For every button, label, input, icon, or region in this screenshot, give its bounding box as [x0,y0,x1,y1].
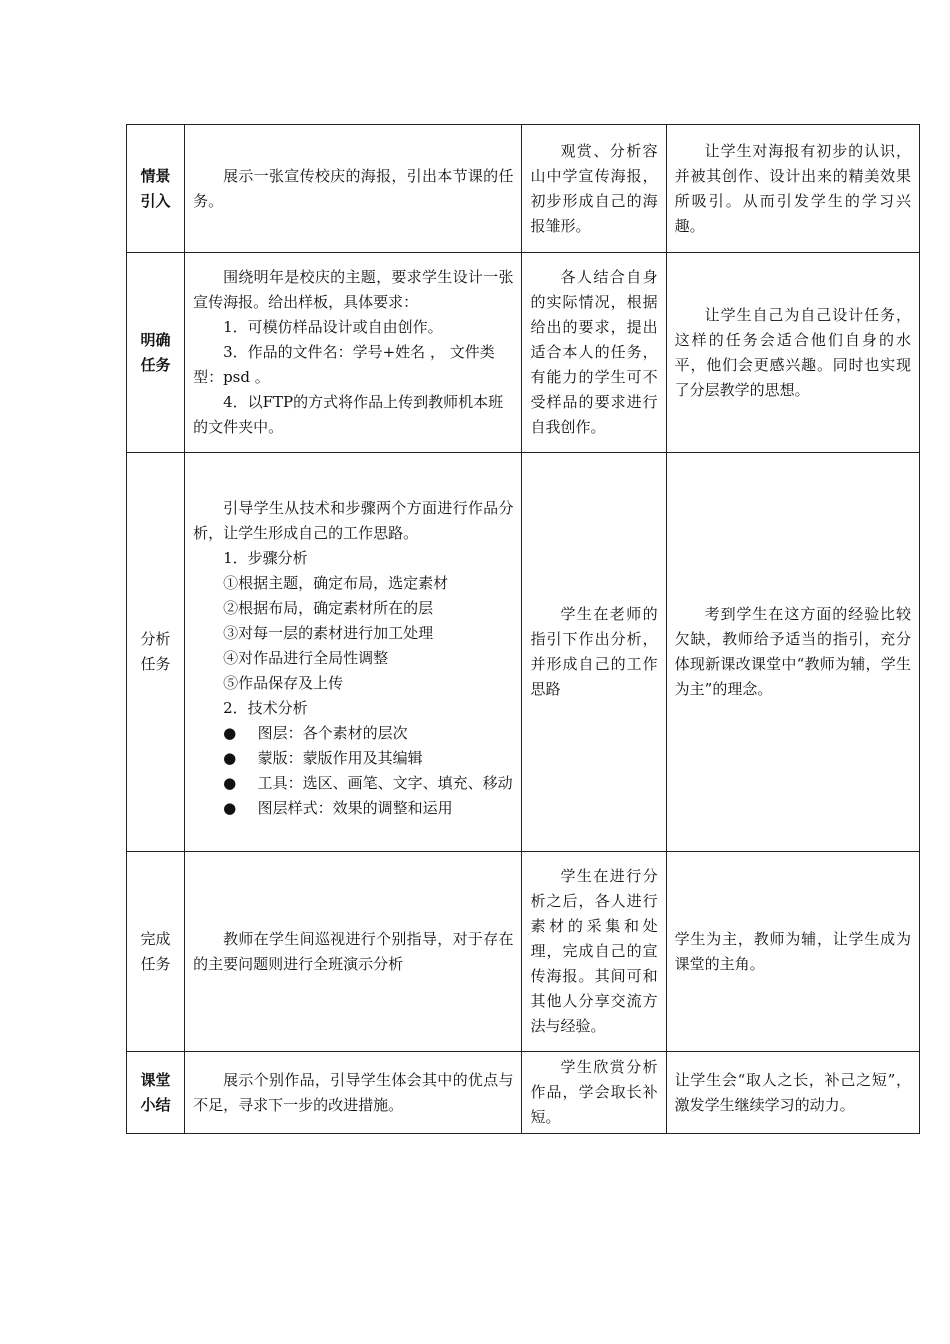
teacher-activity-cell [185,125,522,253]
table-row [127,453,920,852]
tech-item: ● 工具：选区、画笔、文字、填充、移动 [193,771,513,796]
tech-item: ● 图层：各个素材的层次 [193,721,513,746]
stage-label: 完成 [140,929,171,948]
design-intent-cell [666,453,919,852]
requirement-item: 3．作品的文件名：学号+姓名 ， 文件类型：psd 。 [193,343,495,386]
teacher-text: 教师在学生间巡视进行个别指导，对于存在的主要问题则进行全班演示分析 [193,929,514,973]
design-intent-cell [666,1052,919,1134]
stage-label: 小结 [140,1095,171,1114]
student-text: 学生欣赏分析作品，学会取长补短。 [530,1058,658,1126]
student-activity-cell [522,852,666,1052]
teacher-text: 展示一张宣传校庆的海报，引出本节课的任务。 [193,166,514,210]
student-activity-cell [522,453,666,852]
teacher-activity-cell [185,1052,522,1134]
stage-cell [127,253,185,453]
step-item: ④对作品进行全局性调整 [223,648,389,667]
student-activity-cell [522,253,666,453]
student-text: 学生在进行分析之后，各人进行素材的采集和处理，完成自己的宣传海报。其间可和其他人分享交流方法与经验。 [530,867,658,1035]
teacher-activity-cell [185,852,522,1052]
intent-text: 让学生自己为自己设计任务，这样的任务会适合他们自身的水平，他们会更感兴趣。同时也实现了分层教学的思想。 [674,305,911,399]
student-text: 学生在老师的指引下作出分析，并形成自己的工作思路 [530,605,658,698]
lesson-plan-table [126,124,920,1134]
student-activity-cell [522,125,666,253]
step-item: ②根据布局，确定素材所在的层 [223,598,434,617]
teacher-text: 展示个别作品，引导学生体会其中的优点与不足，寻求下一步的改进措施。 [193,1070,514,1114]
step-item: ③对每一层的素材进行加工处理 [223,623,434,642]
stage-label: 任务 [140,655,171,673]
requirement-item: 1．可模仿样品设计或自由创作。 [223,318,443,336]
bullet-icon: ● [223,723,237,742]
requirement-item: 4．以FTP的方式将作品上传到教师机本班的文件夹中。 [193,393,504,436]
teacher-text: 引导学生从技术和步骤两个方面进行作品分析，让学生形成自己的工作思路。 [193,498,514,542]
teacher-activity-cell [185,253,522,453]
stage-cell [127,453,185,852]
stage-label: 明确 [140,330,171,349]
intent-text: 让学生会“取人之长，补己之短”，激发学生继续学习的动力。 [674,1070,911,1114]
bullet-icon: ● [223,748,237,767]
teacher-activity-cell [185,453,522,852]
design-intent-cell [666,253,919,453]
design-intent-cell [666,852,919,1052]
tech-title: 2．技术分析 [223,698,308,717]
tech-item: ● 蒙版：蒙版作用及其编辑 [193,746,513,771]
table-row [127,852,920,1052]
bullet-icon: ● [223,798,237,817]
step-item: ①根据主题，确定布局，选定素材 [223,573,449,592]
intent-text: 学生为主，教师为辅，让学生成为课堂的主角。 [674,929,911,973]
student-text: 观赏、分析容山中学宣传海报，初步形成自己的海报雏形。 [530,141,658,235]
table-row [127,253,920,453]
intent-text: 让学生对海报有初步的认识，并被其创作、设计出来的精美效果所吸引。从而引发学生的学习兴趣。 [674,141,911,235]
stage-cell [127,125,185,253]
student-text: 各人结合自身的实际情况，根据给出的要求，提出适合本人的任务，有能力的学生可不受样品的要求进行自我创作。 [530,268,658,436]
stage-cell [127,1052,185,1134]
intent-text: 考到学生在这方面的经验比较欠缺，教师给予适当的指引，充分体现新课改课堂中“教师为辅，学生为主”的理念。 [674,605,911,698]
steps-title: 1．步骤分析 [223,548,308,567]
stage-label: 分析 [140,630,171,648]
teacher-text: 围绕明年是校庆的主题，要求学生设计一张宣传海报。给出样板，具体要求： [193,268,514,311]
stage-label: 任务 [140,355,171,374]
stage-cell [127,852,185,1052]
step-item: ⑤作品保存及上传 [223,673,344,692]
design-intent-cell [666,125,919,253]
stage-label: 情景 [140,166,171,185]
stage-label: 引入 [140,191,171,210]
table-row [127,1052,920,1134]
tech-item: ● 图层样式：效果的调整和运用 [193,796,513,821]
table-row [127,125,920,253]
student-activity-cell [522,1052,666,1134]
stage-label: 任务 [140,954,171,973]
bullet-icon: ● [223,773,237,792]
stage-label: 课堂 [140,1070,171,1089]
